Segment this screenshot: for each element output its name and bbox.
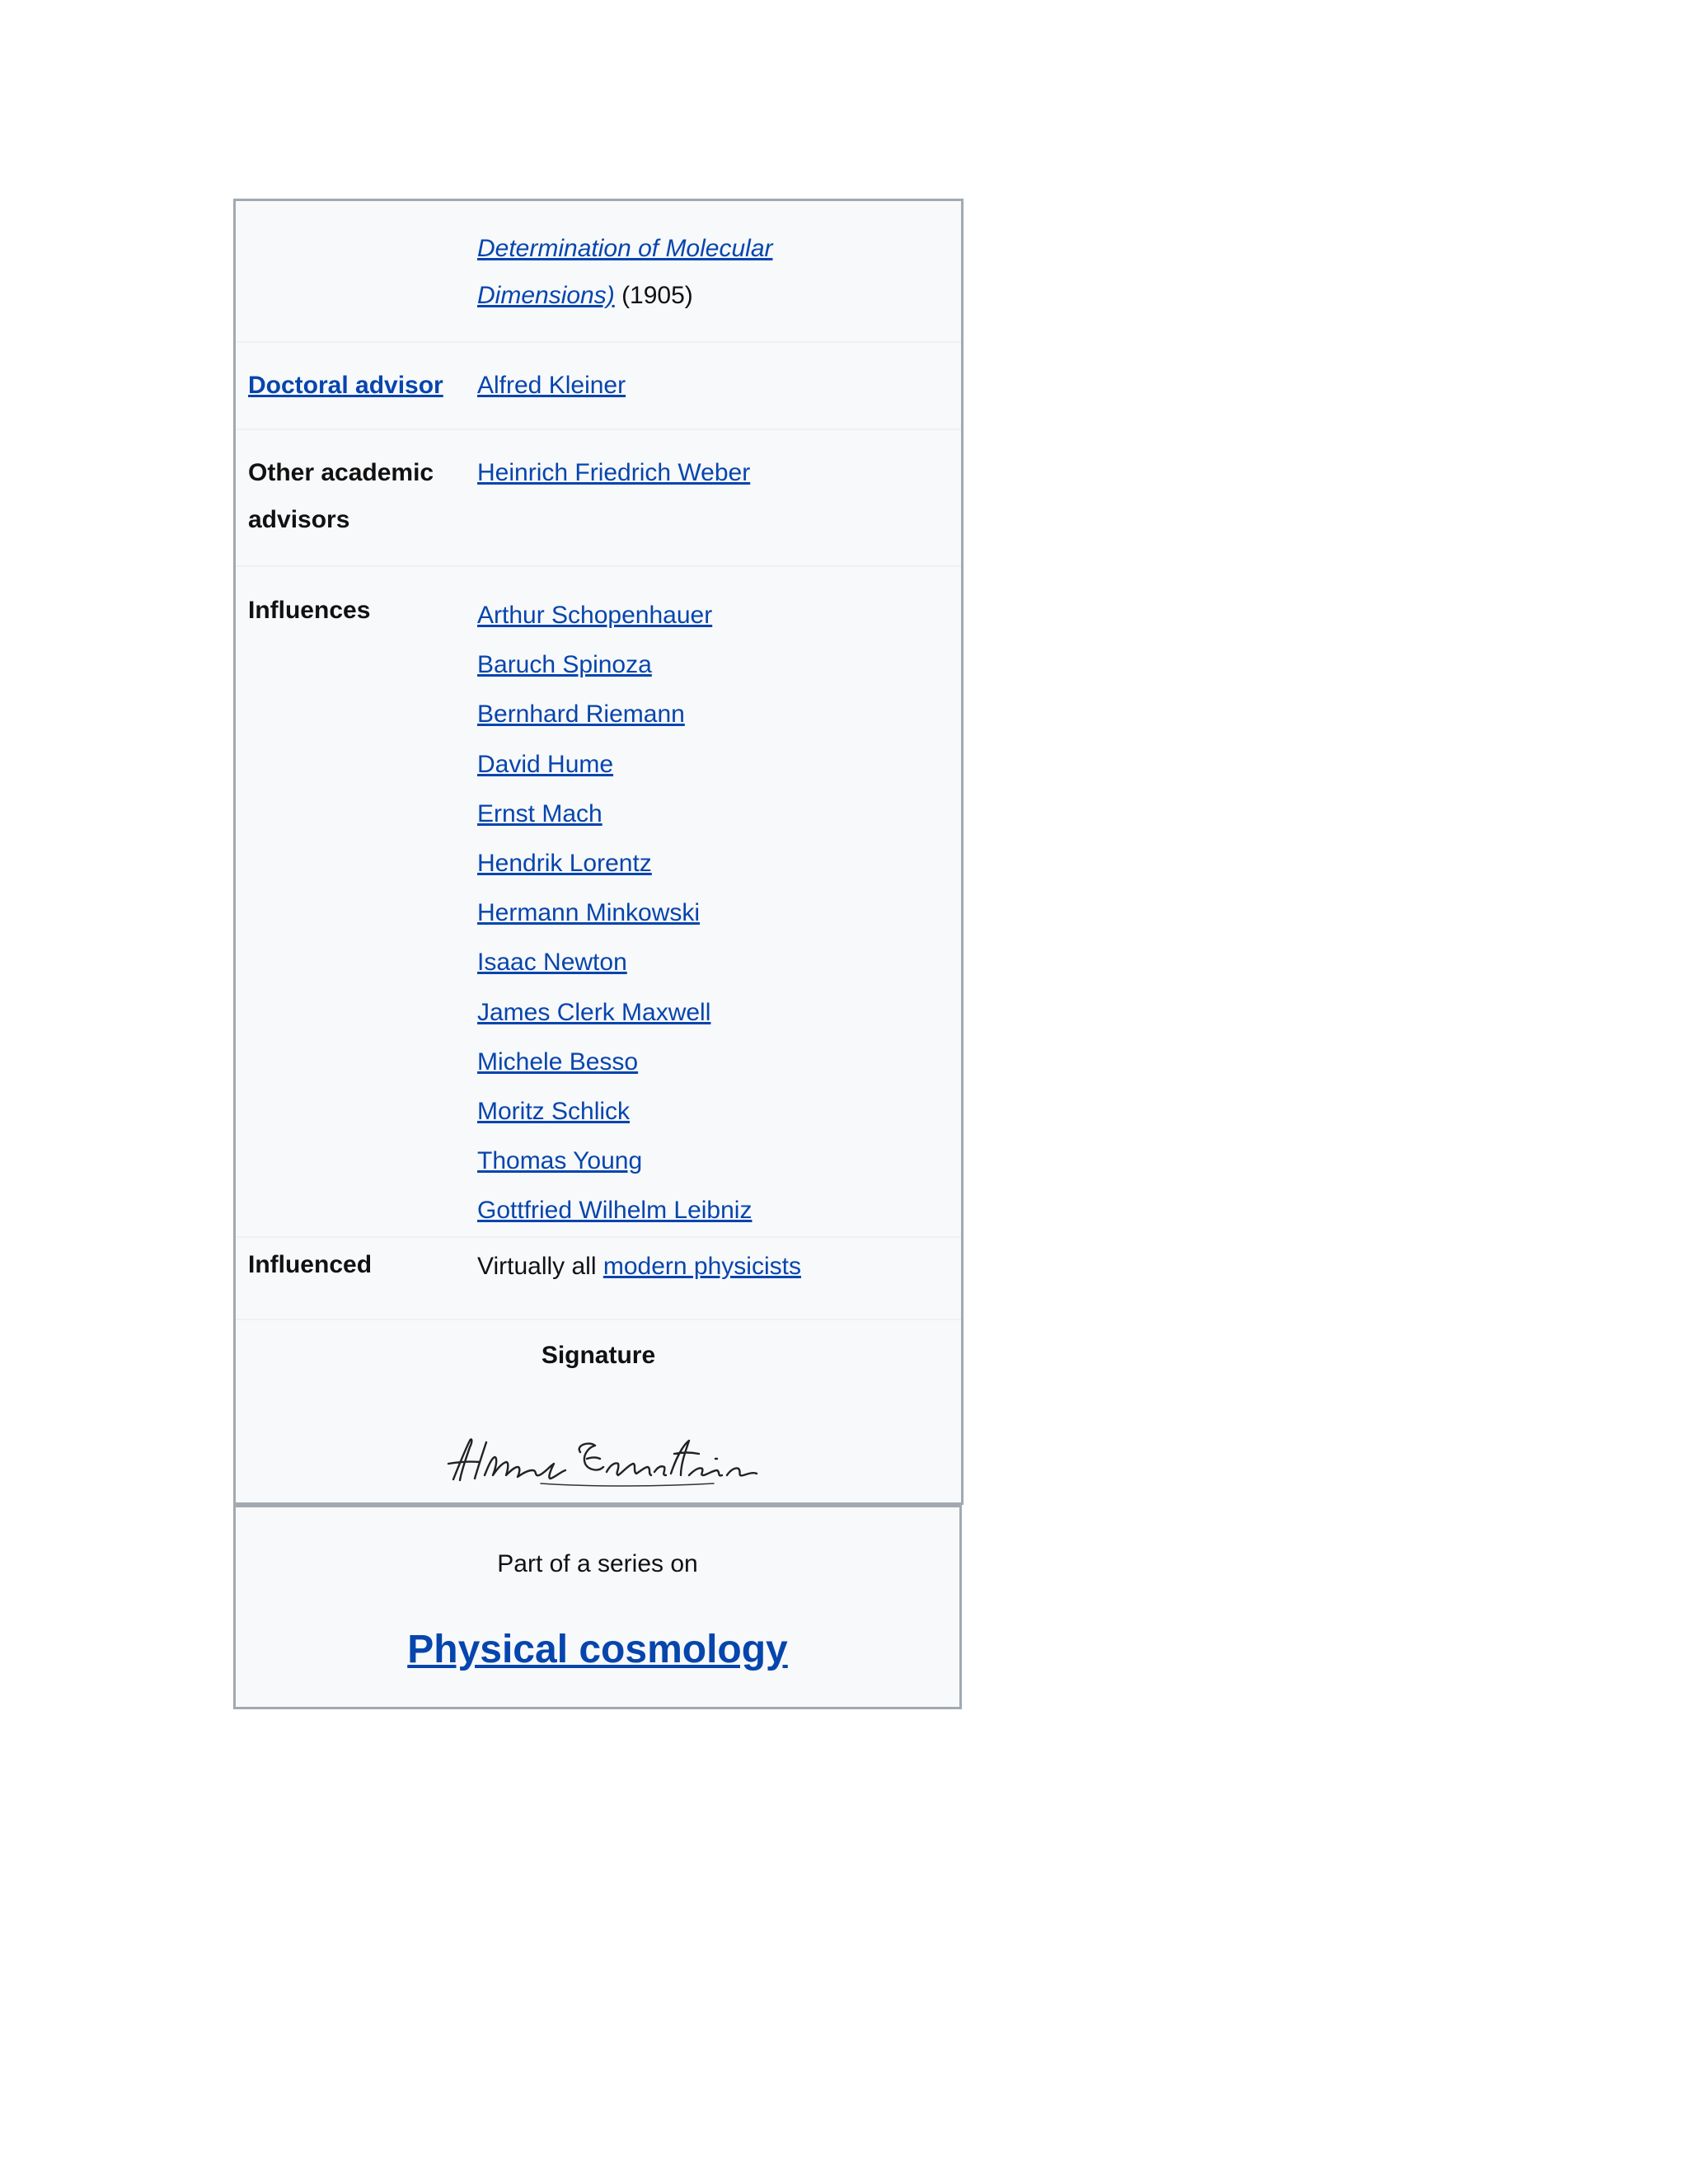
list-item <box>477 1087 752 1137</box>
influence-link[interactable]: Hermann Minkowski <box>477 899 701 927</box>
influence-link[interactable]: Michele Besso <box>477 1047 639 1076</box>
influence-link[interactable]: Hendrik Lorentz <box>477 849 652 877</box>
influences-label: Influences <box>248 597 371 624</box>
list-item <box>477 690 752 739</box>
thesis-row <box>236 201 961 341</box>
influenced-value <box>477 1243 801 1290</box>
series-subtitle: Part of a series on <box>497 1550 698 1577</box>
list-item <box>477 591 752 640</box>
influences-list <box>477 591 752 1235</box>
other-advisors-value <box>477 449 750 496</box>
thesis-year: (1905) <box>621 282 693 309</box>
other-advisors-link[interactable]: Heinrich Friedrich Weber <box>477 459 751 486</box>
signature-row <box>236 1320 961 1505</box>
doctoral-advisor-label[interactable]: Doctoral advisor <box>248 372 443 399</box>
list-item <box>477 988 752 1038</box>
influence-link[interactable]: Arthur Schopenhauer <box>477 602 713 629</box>
influenced-row <box>236 1238 961 1319</box>
thesis-title-link-line1[interactable]: Determination of Molecular <box>477 235 773 262</box>
doctoral-advisor-row <box>236 343 961 429</box>
list-item <box>477 1137 752 1186</box>
influence-link[interactable]: James Clerk Maxwell <box>477 998 711 1026</box>
influence-link[interactable]: Ernst Mach <box>477 799 603 827</box>
series-box <box>233 1505 962 1709</box>
influence-link[interactable]: Bernhard Riemann <box>477 701 685 729</box>
influence-link[interactable]: Thomas Young <box>477 1147 643 1175</box>
influence-link[interactable]: David Hume <box>477 750 614 778</box>
influences-row <box>236 567 961 1236</box>
infobox <box>233 199 964 1505</box>
other-advisors-label-line1: Other academic <box>248 459 434 486</box>
influence-link[interactable]: Isaac Newton <box>477 949 627 977</box>
other-advisors-row <box>236 430 961 565</box>
list-item <box>477 740 752 790</box>
influence-link[interactable]: Baruch Spinoza <box>477 651 652 679</box>
list-item <box>477 888 752 938</box>
thesis-value <box>477 225 773 319</box>
list-item <box>477 938 752 987</box>
other-advisors-label <box>248 449 434 543</box>
influence-link[interactable]: Moritz Schlick <box>477 1097 631 1125</box>
list-item <box>477 640 752 690</box>
list-item <box>477 839 752 888</box>
signature-heading: Signature <box>541 1342 656 1369</box>
doctoral-advisor-value <box>477 362 626 409</box>
list-item <box>477 1038 752 1087</box>
influenced-prefix: Virtually all <box>477 1253 597 1280</box>
list-item <box>477 790 752 839</box>
influenced-label: Influenced <box>248 1251 373 1278</box>
physical-cosmology-link[interactable]: Physical cosmology <box>407 1628 788 1671</box>
series-title <box>236 1627 959 1672</box>
signature-image <box>442 1434 759 1492</box>
thesis-title-link-line2[interactable]: Dimensions) <box>477 282 615 309</box>
doctoral-advisor-link[interactable]: Alfred Kleiner <box>477 372 626 399</box>
other-advisors-label-line2: advisors <box>248 506 350 533</box>
list-item <box>477 1186 752 1235</box>
modern-physicists-link[interactable]: modern physicists <box>603 1253 801 1280</box>
influence-link[interactable]: Gottfried Wilhelm Leibniz <box>477 1197 753 1225</box>
